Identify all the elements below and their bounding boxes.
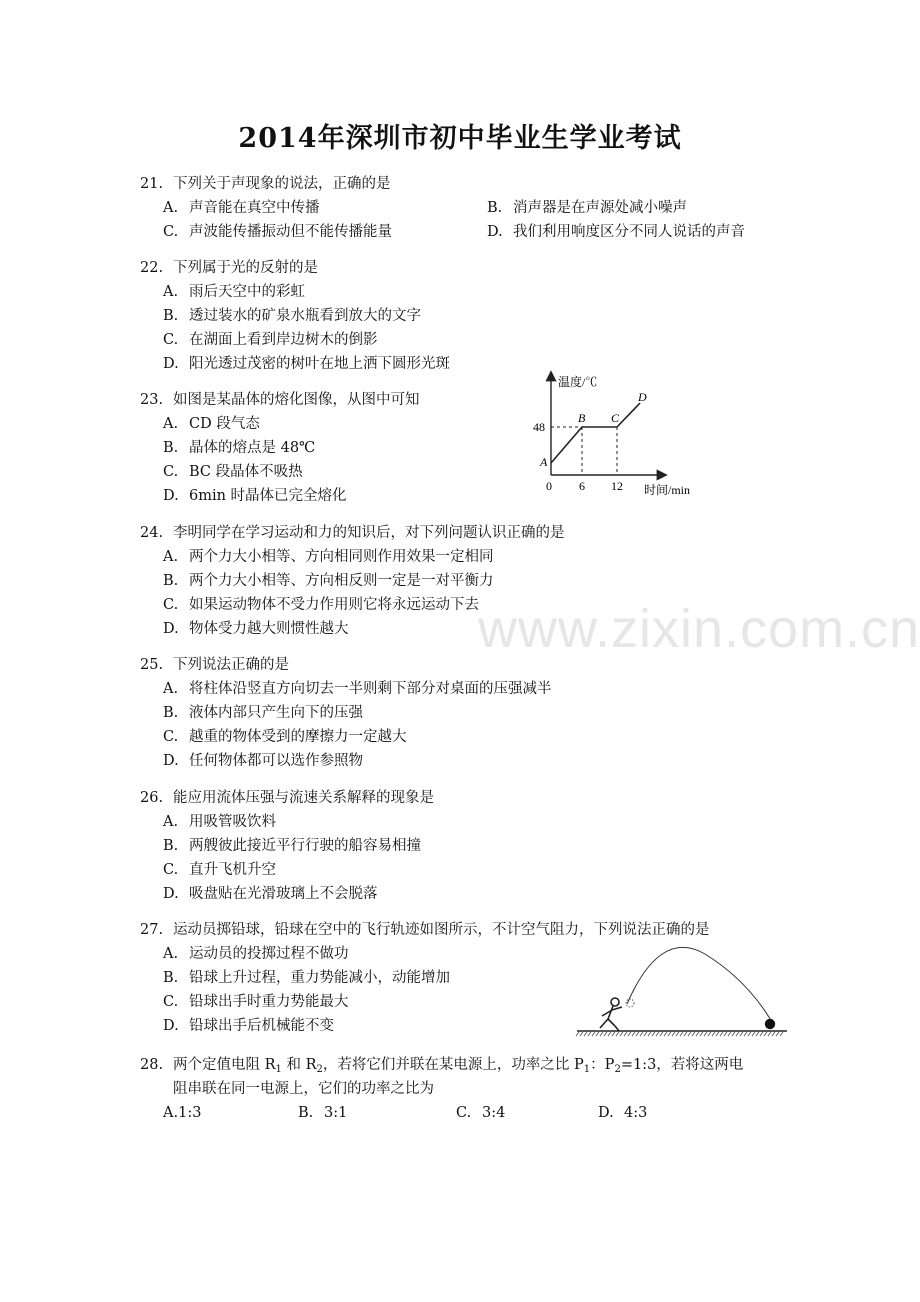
subscript: 2	[316, 1064, 323, 1075]
option-text: 声音能在真空中传播	[189, 200, 320, 216]
option-letter: D.	[163, 621, 179, 637]
question-text-line1	[173, 1055, 743, 1080]
option-text: 物体受力越大则惯性越大	[189, 621, 349, 637]
option-letter: D.	[163, 1018, 179, 1034]
question-text: 下列说法正确的是	[173, 657, 289, 673]
option-c	[163, 860, 276, 880]
option-text: 如果运动物体不受力作用则它将永远运动下去	[189, 597, 479, 613]
option-a	[163, 812, 276, 832]
option-text: 将柱体沿竖直方向切去一半则剩下部分对桌面的压强减半	[189, 681, 552, 697]
option-letter: C.	[163, 464, 179, 480]
option-a	[163, 1103, 201, 1123]
option-a	[163, 944, 349, 964]
question-text: 如图是某晶体的熔化图像，从图中可知	[173, 392, 420, 408]
option-letter: D.	[163, 753, 179, 769]
option-letter: D.	[163, 886, 179, 902]
option-text: 我们利用响度区分不同人说话的声音	[513, 224, 745, 240]
point-c: C	[611, 411, 620, 425]
option-text: 用吸管吸饮料	[189, 814, 276, 830]
option-letter: B.	[163, 573, 179, 589]
q28-text-part: 两个定值电阻 R	[173, 1057, 276, 1073]
x-tick-12: 12	[611, 479, 623, 493]
option-letter: A.	[163, 549, 179, 565]
question-text: 下列关于声现象的说法，正确的是	[173, 176, 391, 192]
option-text: 越重的物体受到的摩擦力一定越大	[189, 729, 407, 745]
point-a: A	[540, 455, 548, 469]
option-text: 4:3	[624, 1105, 648, 1121]
option-c	[163, 595, 479, 615]
option-b	[163, 438, 315, 458]
option-letter: A.	[163, 1105, 179, 1121]
option-text: 雨后天空中的彩虹	[189, 284, 305, 300]
option-d	[163, 354, 450, 374]
option-b	[487, 198, 687, 218]
option-letter: B.	[163, 838, 179, 854]
question-number: 24.	[140, 525, 164, 541]
option-text: 两艘彼此接近平行行驶的船容易相撞	[189, 838, 421, 854]
y-tick-label: 48	[533, 420, 545, 434]
option-text: 两个力大小相等、方向相反则一定是一对平衡力	[189, 573, 494, 589]
trajectory-curve	[627, 947, 772, 1022]
question-number: 25.	[140, 657, 164, 673]
option-b	[163, 571, 494, 591]
option-text: 6min 时晶体已完全熔化	[189, 488, 347, 504]
option-c	[456, 1103, 505, 1123]
option-text: 两个力大小相等、方向相同则作用效果一定相同	[189, 549, 494, 565]
melting-graph	[520, 365, 710, 500]
option-letter: B.	[298, 1105, 314, 1121]
subscript: 1	[275, 1064, 282, 1075]
option-a	[163, 547, 494, 567]
q28-text-part: 和 R	[281, 1057, 317, 1073]
option-letter: A.	[163, 284, 179, 300]
athlete-icon	[600, 998, 622, 1031]
option-letter: A.	[163, 200, 179, 216]
option-a	[163, 198, 320, 218]
option-letter: D.	[598, 1105, 614, 1121]
option-text: 阳光透过茂密的树叶在地上洒下圆形光斑	[189, 356, 450, 372]
option-text: 消声器是在声源处减小噪声	[513, 200, 687, 216]
question-text: 下列属于光的反射的是	[173, 260, 318, 276]
page-title: 2014年深圳市初中毕业生学业考试	[238, 123, 682, 154]
option-d	[163, 884, 378, 904]
point-b: B	[578, 411, 586, 425]
option-text: 任何物体都可以选作参照物	[189, 753, 363, 769]
x-axis-label: 时间/min	[644, 483, 691, 497]
option-text: 铅球出手后机械能不变	[189, 1018, 334, 1034]
question-28-line2: 阻串联在同一电源上，它们的功率之比为	[173, 1081, 434, 1097]
option-d	[163, 1016, 334, 1036]
option-c	[163, 330, 378, 350]
option-d	[163, 751, 363, 771]
option-c	[163, 992, 349, 1012]
x-tick-0: 0	[546, 479, 552, 493]
option-letter: A.	[163, 416, 179, 432]
question-text: 能应用流体压强与流速关系解释的现象是	[173, 790, 434, 806]
option-b	[163, 306, 421, 326]
option-a	[163, 414, 260, 434]
option-c	[163, 727, 407, 747]
option-text: BC 段晶体不吸热	[189, 464, 303, 480]
question-number: 27.	[140, 922, 164, 938]
option-text: 铅球上升过程，重力势能减小，动能增加	[189, 970, 450, 986]
option-letter: A.	[163, 681, 179, 697]
option-text: 直升飞机升空	[189, 862, 276, 878]
option-letter: B.	[163, 440, 179, 456]
option-text: 声波能传播振动但不能传播能量	[189, 224, 392, 240]
ground-hatch	[576, 1032, 783, 1036]
option-letter: C.	[163, 224, 179, 240]
question-number: 23.	[140, 392, 164, 408]
option-c	[163, 222, 392, 242]
option-letter: B.	[163, 970, 179, 986]
option-text: 1:3	[178, 1105, 202, 1121]
option-letter: C.	[163, 729, 179, 745]
option-text: CD 段气态	[189, 416, 260, 432]
option-d	[598, 1103, 647, 1123]
option-c	[163, 462, 303, 482]
watermark: www.zixin.com.cn	[478, 599, 920, 659]
option-letter: D.	[163, 488, 179, 504]
option-letter: A.	[163, 814, 179, 830]
option-letter: C.	[163, 994, 179, 1010]
option-text: 3:1	[324, 1105, 348, 1121]
question-number: 28.	[140, 1057, 164, 1073]
point-d: D	[638, 390, 647, 404]
option-text: 运动员的投掷过程不做功	[189, 946, 349, 962]
option-a	[163, 282, 305, 302]
option-letter: C.	[163, 597, 179, 613]
option-letter: C.	[456, 1105, 472, 1121]
question-text: 运动员掷铅球，铅球在空中的飞行轨迹如图所示，不计空气阻力，下列说法正确的是	[173, 922, 710, 938]
question-text: 李明同学在学习运动和力的知识后，对下列问题认识正确的是	[173, 525, 565, 541]
option-text: 3:4	[482, 1105, 506, 1121]
option-text: 透过装水的矿泉水瓶看到放大的文字	[189, 308, 421, 324]
option-letter: C.	[163, 332, 179, 348]
y-axis-label: 温度/℃	[558, 375, 598, 389]
subscript: 1	[583, 1064, 591, 1075]
option-letter: D.	[163, 356, 179, 372]
option-letter: B.	[487, 200, 503, 216]
q28-text-part: ：P	[590, 1057, 615, 1073]
option-b	[163, 968, 450, 988]
option-letter: C.	[163, 862, 179, 878]
q28-text-part: ，若将它们并联在某电源上，功率之比 P	[322, 1057, 584, 1073]
option-text: 铅球出手时重力势能最大	[189, 994, 349, 1010]
question-number: 26.	[140, 790, 164, 806]
option-b	[298, 1103, 347, 1123]
q28-text-part: =1:3，若将这两电	[620, 1057, 744, 1073]
option-text: 在湖面上看到岸边树木的倒影	[189, 332, 378, 348]
shot-ball-landed	[765, 1019, 775, 1029]
option-d	[487, 222, 745, 242]
option-text: 晶体的熔点是 48℃	[189, 440, 316, 456]
option-letter: B.	[163, 308, 179, 324]
question-number: 22.	[140, 260, 164, 276]
question-number: 21.	[140, 176, 164, 192]
option-d	[163, 619, 349, 639]
option-letter: A.	[163, 946, 179, 962]
x-tick-6: 6	[579, 479, 585, 493]
option-b	[163, 703, 363, 723]
option-letter: B.	[163, 705, 179, 721]
option-letter: D.	[487, 224, 503, 240]
option-text: 液体内部只产生向下的压强	[189, 705, 363, 721]
option-b	[163, 836, 421, 856]
subscript: 2	[614, 1064, 621, 1075]
option-a	[163, 679, 552, 699]
option-d	[163, 486, 347, 506]
option-text: 吸盘贴在光滑玻璃上不会脱落	[189, 886, 378, 902]
shot-put-figure	[575, 940, 790, 1040]
melting-curve	[551, 403, 640, 463]
